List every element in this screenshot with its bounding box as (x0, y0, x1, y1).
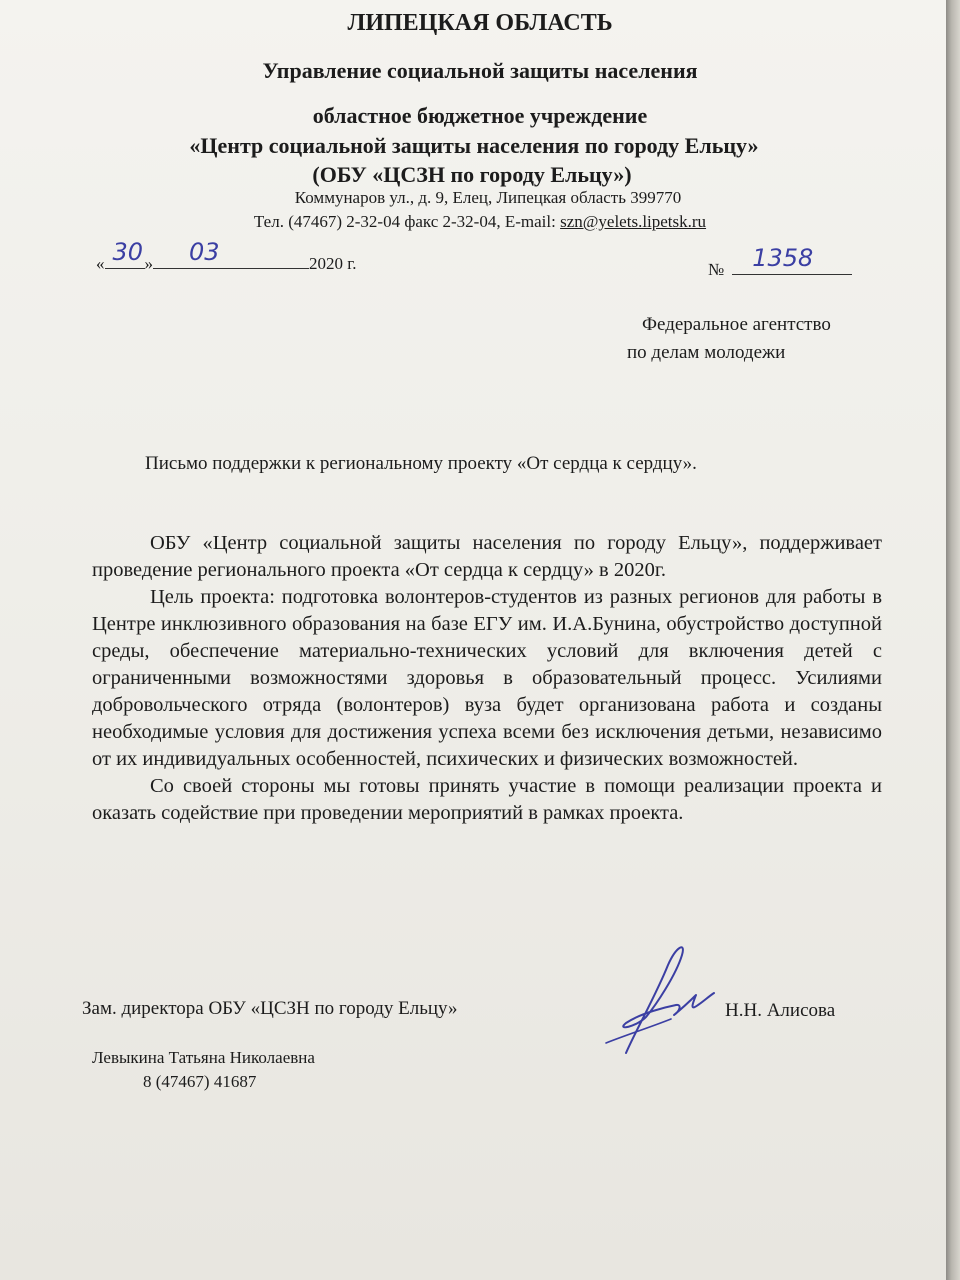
header-address: Коммунаров ул., д. 9, Елец, Липецкая область 399770 (294, 188, 682, 207)
letter-body (92, 530, 882, 827)
number-label: № (708, 260, 725, 279)
header-institution-type: областное бюджетное учреждение (312, 103, 648, 128)
header-email: szn@yelets.lipetsk.ru (560, 212, 707, 231)
date-day-handwritten: 30 (112, 238, 144, 266)
date-day-field (105, 238, 145, 269)
header-phone: Тел. (47467) 2-32-04 факс 2-32-04, E-mail: (253, 212, 561, 231)
date-close-quote: » (144, 254, 153, 273)
executor-name: Левыкина Татьяна Николаевна (92, 1048, 315, 1067)
letter-subject: Письмо поддержки к региональному проекту «От сердца к сердцу». (145, 453, 697, 474)
executor-phone: 8 (47467) 41687 (143, 1072, 257, 1091)
signatory-name: Н.Н. Алисова (725, 1000, 836, 1021)
header-short-name: (ОБУ «ЦСЗН по городу Ельцу») (312, 162, 632, 187)
header-institution-name: «Центр социальной защиты населения по городу Ельцу» (189, 133, 759, 158)
body-paragraph-3: Со своей стороны мы готовы принять участие в помощи реализации проекта и оказать содействие при проведении мероприятий в рамках проекта. (92, 775, 882, 824)
date-month-field (153, 238, 309, 269)
header-region: ЛИПЕЦКАЯ ОБЛАСТЬ (347, 10, 613, 36)
date-line (96, 238, 357, 274)
handwritten-signature (596, 935, 716, 1065)
header-department: Управление социальной защиты населения (262, 58, 698, 83)
number-field (732, 244, 852, 275)
body-paragraph-1: ОБУ «Центр социальной защиты населения по городу Ельцу», поддерживает проведение регионального проекта «От сердца к сердцу» в 2020г. (92, 532, 882, 581)
number-handwritten: 1358 (752, 244, 814, 272)
number-line (708, 244, 852, 280)
addressee-line-2: по делам молодежи (627, 342, 786, 363)
date-open-quote: « (96, 254, 105, 273)
body-paragraph-2: Цель проекта: подготовка волонтеров-студентов из разных регионов для работы в Центре инклюзивного образования на базе ЕГУ им. И.А.Бунина, обустройство доступной среды, обеспечение материально-технических условий для включения детей с ограниченными возможностями здоровья в образовательный процесс. Усилиями добровольческого отряда (волонтеров) вуза будет организована работа и созданы необходимые условия для достижения успеха всеми без исключения детьми, независимо от их индивидуальных особенностей, психических и физических возможностей. (92, 586, 882, 770)
addressee-line-1: Федеральное агентство (642, 314, 831, 335)
date-year: 2020 г. (309, 254, 357, 273)
header-contacts (0, 212, 960, 232)
signatory-title: Зам. директора ОБУ «ЦСЗН по городу Ельцу» (82, 998, 458, 1019)
date-month-handwritten: 03 (189, 238, 220, 266)
